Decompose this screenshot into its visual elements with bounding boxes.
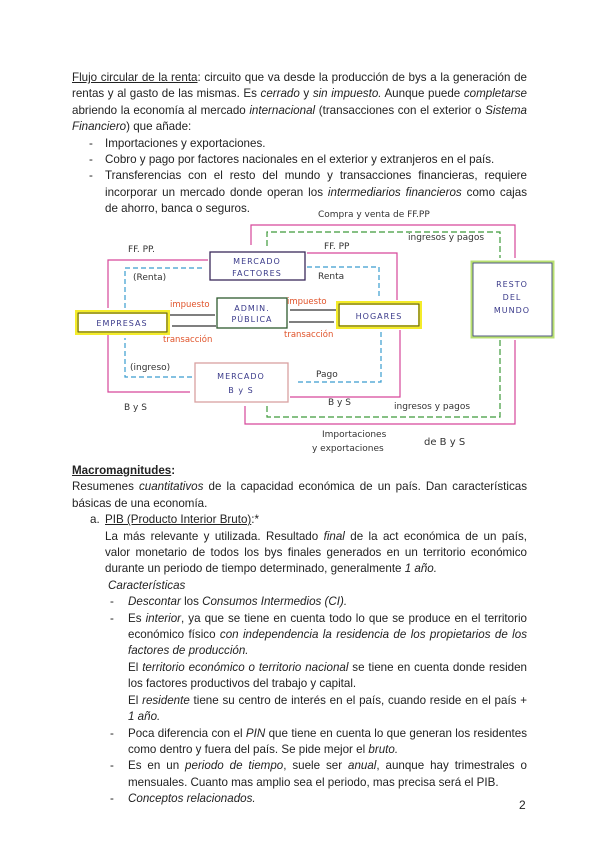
- flow-line: [290, 330, 400, 397]
- list-item: - Importaciones y exportaciones.: [72, 136, 527, 152]
- characteristics-list: [72, 594, 527, 807]
- text: interior: [145, 611, 182, 625]
- subheading: Características: [108, 578, 186, 592]
- flow-label: de B y S: [424, 437, 466, 448]
- macro-section: [72, 463, 527, 808]
- flow-label: (ingreso): [130, 363, 171, 373]
- flow-label: ingresos y pagos: [394, 402, 471, 412]
- box-label: MUNDO: [493, 306, 531, 315]
- text: (transacciones con el exterior o: [315, 103, 486, 117]
- list-item: [72, 758, 527, 791]
- list-item: - Cobro y pago por factores nacionales en el exterior y extranjeros en el país.: [72, 152, 527, 168]
- text: Consumos Intermedios (CI).: [202, 595, 348, 609]
- intro-paragraph: [72, 70, 527, 136]
- text: como cajas de ahorro, banca o seguros.: [105, 185, 528, 216]
- text: Sistema Financiero: [72, 103, 527, 134]
- text: Poca diferencia con el: [128, 726, 246, 740]
- flow-label: Importaciones: [322, 430, 387, 440]
- text: abriendo la economía al mercado: [72, 103, 250, 117]
- text: se tiene en cuenta donde residen los factores productivos del trabajo y capital.: [128, 660, 527, 691]
- text: Es en un: [128, 759, 186, 773]
- text: internacional: [249, 103, 316, 117]
- list-item: [72, 726, 527, 759]
- section-heading: Macromagnitudes: [72, 464, 172, 477]
- box-label: RESTO: [496, 280, 528, 289]
- flow-label: B y S: [328, 398, 351, 408]
- flow-label: FF. PP: [324, 242, 350, 252]
- flow-label: y exportaciones: [312, 444, 384, 454]
- box-label: ADMIN.: [234, 304, 270, 313]
- text: , aunque hay trimestrales o mensuales. Cuanto mas amplio sea el periodo, mas precisa será el PIB.: [128, 759, 527, 789]
- flow-label: Renta: [318, 272, 345, 282]
- pib-definition: [72, 529, 527, 578]
- flow-label: transacción: [284, 330, 334, 340]
- list-marker: a.: [90, 513, 100, 527]
- flow-label: Compra y venta de FF.PP: [318, 210, 430, 220]
- text: :: [171, 464, 176, 477]
- text: Es: [128, 611, 146, 625]
- text: :*: [251, 513, 260, 527]
- intro-section: [72, 70, 527, 218]
- text: cerrado: [260, 87, 300, 101]
- box-label: MERCADO: [233, 257, 281, 266]
- flow-label: Pago: [316, 370, 338, 380]
- text: Descontar: [128, 595, 181, 609]
- text: intermediarios financieros: [327, 185, 462, 199]
- flow-label: B y S: [124, 403, 147, 413]
- list-item: [72, 791, 527, 807]
- text: bruto.: [368, 742, 399, 756]
- text: 1 año.: [404, 562, 437, 576]
- flow-label: (Renta): [133, 273, 167, 283]
- text: anual: [348, 759, 377, 773]
- text: Conceptos relacionados.: [128, 792, 256, 806]
- text: y: [299, 87, 313, 101]
- text: , suele ser: [283, 759, 348, 773]
- text: tiene su centro de interés en el país, cuando reside en el país +: [189, 693, 528, 707]
- box-label: EMPRESAS: [96, 319, 148, 328]
- flow-label: impuesto: [287, 297, 327, 307]
- text: Resumenes: [72, 480, 139, 494]
- box-label: B y S: [228, 386, 254, 395]
- text: los: [180, 595, 203, 609]
- text: de la act económica de un país, valor monetario de todos los bys finales generados en un territorio económico durante un periodo de tiempo determinado, generalmente: [105, 529, 527, 576]
- intro-title: Flujo circular de la renta: [72, 71, 198, 84]
- page-number: 2: [519, 798, 526, 812]
- text: completarse: [463, 87, 527, 101]
- mercado-bys-box: [195, 363, 288, 402]
- text: final: [323, 529, 345, 543]
- circular-flow-diagram: [0, 200, 600, 460]
- text: que tiene en cuenta lo que generan los residentes como dentro y fuera del país. Se pide mejor el: [128, 726, 527, 756]
- text: Transferencias con el resto del mundo y transacciones financieras, requiere incorporar un mercado donde operan los: [105, 169, 527, 199]
- text: 1 año.: [128, 710, 161, 724]
- text: territorio económico o territorio nacional: [142, 660, 349, 674]
- text: sin impuesto.: [312, 87, 382, 101]
- text: PIN: [245, 726, 266, 740]
- text: Aunque puede: [381, 87, 464, 101]
- box-label: HOGARES: [355, 312, 403, 321]
- pib-title: PIB (Producto Interior Bruto): [105, 513, 252, 527]
- text: periodo de tiempo: [185, 759, 284, 773]
- list-item: [72, 611, 527, 726]
- text: El: [128, 693, 143, 707]
- list-item: [72, 594, 527, 610]
- box-label: DEL: [502, 293, 522, 302]
- pib-item: [72, 512, 527, 528]
- text: ) que añade:: [126, 120, 192, 134]
- text: con independencia la residencia de los propietarios de los factores de producción.: [128, 628, 527, 658]
- text: residente: [142, 693, 190, 707]
- text: : circuito que va desde la producción de bys a la generación de rentas y al gasto de las mismas. Es: [72, 71, 527, 101]
- flow-label: transacción: [163, 335, 213, 345]
- text: , ya que se tiene en cuenta todo lo que se produce en el territorio económico físico: [128, 611, 527, 642]
- flow-label: FF. PP.: [128, 245, 155, 255]
- text: cuantitativos: [138, 480, 204, 494]
- text: de la capacidad económica de un país. Dan características básicas de una economía.: [72, 480, 528, 510]
- box-label: MERCADO: [217, 372, 265, 381]
- flow-label: ingresos y pagos: [408, 233, 485, 243]
- text: La más relevante y utilizada. Resultado: [105, 529, 324, 543]
- macro-description: [72, 479, 527, 512]
- box-label: FACTORES: [232, 269, 282, 278]
- box-label: PÚBLICA: [231, 315, 273, 324]
- flow-label: impuesto: [170, 300, 210, 310]
- text: El: [128, 660, 143, 674]
